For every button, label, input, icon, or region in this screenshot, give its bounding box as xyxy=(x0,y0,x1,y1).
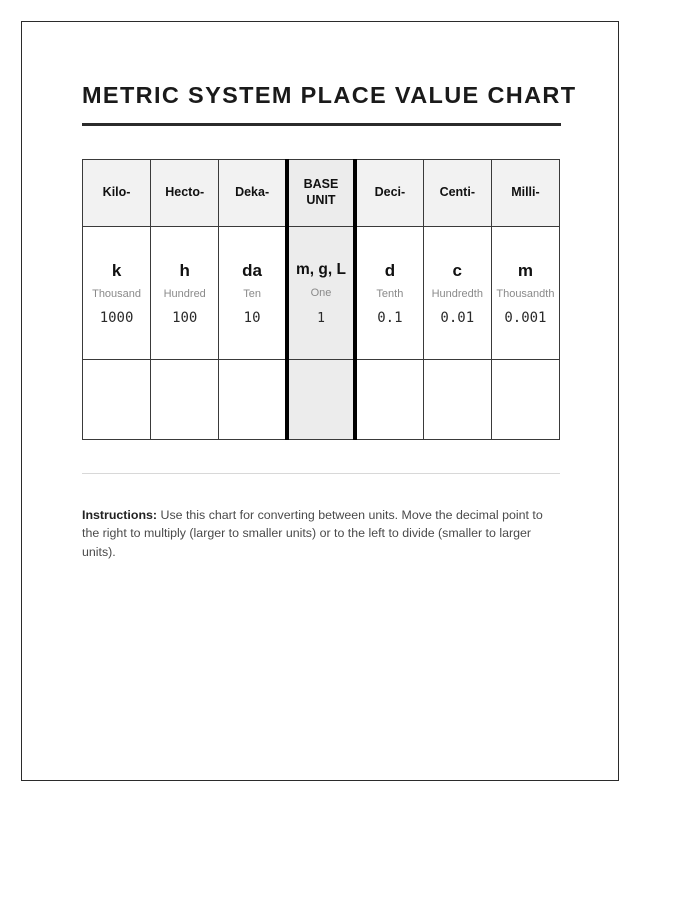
table-body xyxy=(83,227,560,440)
table-row-values xyxy=(83,227,560,360)
blank-cell-deka[interactable] xyxy=(219,360,287,440)
instructions-text: Use this chart for converting between units. Move the decimal point to the right to multiply (larger to smaller units) or to the left to divide (smaller to larger units). xyxy=(82,508,543,559)
cell-deka xyxy=(219,227,287,360)
page-title: METRIC SYSTEM PLACE VALUE CHART xyxy=(82,82,577,108)
cell-centi xyxy=(423,227,491,360)
symbol-centi: c xyxy=(452,261,462,280)
value-kilo: 1000 xyxy=(99,310,134,327)
cell-deci xyxy=(355,227,423,360)
footer-divider xyxy=(82,473,560,474)
header-cell-deci: Deci- xyxy=(355,160,423,227)
blank-cell-base-unit[interactable] xyxy=(287,360,355,440)
value-deci: 0.1 xyxy=(377,310,403,327)
symbol-hecto: h xyxy=(179,261,190,280)
blank-cell-deci[interactable] xyxy=(355,360,423,440)
value-milli: 0.001 xyxy=(504,310,547,327)
word-deci: Tenth xyxy=(376,288,404,301)
symbol-deci: d xyxy=(384,261,396,280)
symbol-kilo: k xyxy=(111,261,122,280)
symbol-milli: m xyxy=(517,261,533,280)
instructions-label: Instructions: xyxy=(82,508,158,523)
cell-kilo xyxy=(83,227,151,360)
table-header xyxy=(83,160,560,227)
blank-cell-kilo[interactable] xyxy=(83,360,151,440)
value-hecto: 100 xyxy=(172,310,198,327)
symbol-deka: da xyxy=(242,261,263,280)
symbol-base-unit: m, g, L xyxy=(296,261,346,279)
page-sheet xyxy=(21,21,619,781)
page-content xyxy=(82,22,577,573)
cell-hecto xyxy=(151,227,219,360)
value-centi: 0.01 xyxy=(440,310,475,327)
word-hecto: Hundred xyxy=(163,288,206,301)
word-kilo: Thousand xyxy=(92,288,142,301)
metric-place-value-table xyxy=(82,159,560,440)
header-cell-centi: Centi- xyxy=(423,160,491,227)
word-base-unit: One xyxy=(310,286,332,299)
header-cell-kilo: Kilo- xyxy=(83,160,151,227)
header-cell-hecto: Hecto- xyxy=(151,160,219,227)
value-base-unit: 1 xyxy=(317,310,325,326)
blank-cell-milli[interactable] xyxy=(491,360,559,440)
word-centi: Hundredth xyxy=(431,288,483,301)
instructions-paragraph xyxy=(82,506,560,561)
cell-base-unit xyxy=(287,227,355,360)
header-cell-deka: Deka- xyxy=(219,160,287,227)
title-divider xyxy=(82,123,561,126)
word-deka: Ten xyxy=(243,288,261,301)
header-cell-milli: Milli- xyxy=(491,160,559,227)
table-header-row xyxy=(83,160,560,227)
table-row-blank xyxy=(83,360,560,440)
word-milli: Thousandth xyxy=(496,288,555,301)
blank-cell-centi[interactable] xyxy=(423,360,491,440)
header-cell-base-unit: BASE UNIT xyxy=(287,160,355,227)
blank-cell-hecto[interactable] xyxy=(151,360,219,440)
cell-milli xyxy=(491,227,559,360)
value-deka: 10 xyxy=(243,310,261,327)
